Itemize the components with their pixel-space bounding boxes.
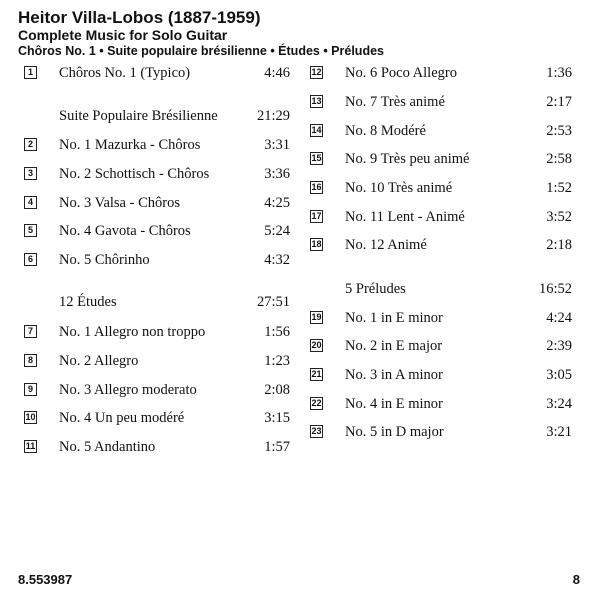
section-title: 12 Études <box>59 294 117 310</box>
track-duration: 2:18 <box>546 237 572 253</box>
track-row <box>310 393 572 415</box>
track-duration: 3:15 <box>264 410 290 426</box>
track-title: No. 3 Valsa - Chôros <box>59 195 180 211</box>
track-title: Chôros No. 1 (Typico) <box>59 65 191 81</box>
track-duration: 2:17 <box>546 94 572 110</box>
track-title: No. 10 Très animé <box>345 180 453 196</box>
track-title: No. 1 Allegro non troppo <box>59 324 206 340</box>
track-title: No. 3 in A minor <box>345 367 443 383</box>
track-number-badge: 13 <box>311 96 322 106</box>
track-duration: 4:25 <box>264 195 290 211</box>
track-duration: 2:58 <box>546 151 572 167</box>
track-number-badge: 16 <box>311 182 322 192</box>
composer-title: Heitor Villa-Lobos (1887-1959) <box>18 8 261 27</box>
track-row <box>310 307 572 329</box>
track-row <box>24 163 290 185</box>
track-duration: 4:32 <box>264 252 290 268</box>
track-duration: 3:21 <box>546 424 572 440</box>
track-row <box>310 364 572 386</box>
track-duration: 3:24 <box>546 396 572 412</box>
track-title: No. 9 Très peu animé <box>345 151 470 167</box>
track-duration: 1:52 <box>546 180 572 196</box>
section-duration: 27:51 <box>256 294 290 310</box>
track-duration: 1:23 <box>264 353 290 369</box>
track-title: No. 2 Allegro <box>59 353 139 369</box>
track-number-badge: 10 <box>25 412 36 422</box>
section-title: Suite Populaire Brésilienne <box>59 108 218 124</box>
track-number-badge: 3 <box>24 167 37 180</box>
track-title: No. 1 Mazurka - Chôros <box>59 137 201 153</box>
track-row <box>24 134 290 156</box>
section-heading <box>24 291 290 313</box>
section-heading <box>310 278 572 300</box>
track-row <box>24 321 290 343</box>
track-row <box>310 148 572 170</box>
track-duration: 4:46 <box>264 65 290 81</box>
page-number: 8 <box>572 572 580 587</box>
track-title: No. 5 Andantino <box>59 439 156 455</box>
track-duration: 3:36 <box>264 166 290 182</box>
track-number-badge: 22 <box>311 398 322 408</box>
track-row <box>24 350 290 372</box>
track-row <box>310 335 572 357</box>
track-number-badge: 6 <box>24 253 37 266</box>
track-row <box>24 192 290 214</box>
track-duration: 1:56 <box>264 324 290 340</box>
track-duration: 5:24 <box>264 223 290 239</box>
track-row <box>310 177 572 199</box>
track-row <box>310 62 572 84</box>
track-row <box>24 249 290 271</box>
track-title: No. 5 in D major <box>345 424 444 440</box>
track-number-badge: 23 <box>311 426 322 436</box>
track-row <box>310 91 572 113</box>
track-duration: 2:39 <box>546 338 572 354</box>
track-title: No. 4 Un peu modéré <box>59 410 185 426</box>
track-title: No. 4 Gavota - Chôros <box>59 223 191 239</box>
track-number-badge: 14 <box>311 125 322 135</box>
track-number-badge: 11 <box>25 441 36 451</box>
track-number-badge: 8 <box>24 354 37 367</box>
track-title: No. 12 Animé <box>345 237 427 253</box>
section-title: 5 Préludes <box>345 281 406 297</box>
track-row <box>310 120 572 142</box>
contents-line: Chôros No. 1 • Suite populaire brésilienne • Études • Préludes <box>18 44 384 58</box>
track-duration: 3:31 <box>264 137 290 153</box>
track-title: No. 2 Schottisch - Chôros <box>59 166 210 182</box>
track-number-badge: 12 <box>311 67 322 77</box>
track-duration: 2:08 <box>264 382 290 398</box>
section-duration: 21:29 <box>256 108 290 124</box>
track-duration: 3:52 <box>546 209 572 225</box>
track-row <box>24 436 290 458</box>
track-number-badge: 18 <box>311 239 322 249</box>
track-title: No. 1 in E minor <box>345 310 443 326</box>
track-title: No. 5 Chôrinho <box>59 252 150 268</box>
track-row <box>24 62 290 84</box>
track-number-badge: 7 <box>24 325 37 338</box>
track-row <box>310 234 572 256</box>
track-number-badge: 2 <box>24 138 37 151</box>
section-heading <box>24 105 290 127</box>
track-row <box>24 407 290 429</box>
track-number-badge: 9 <box>24 383 37 396</box>
track-number-badge: 20 <box>311 340 322 350</box>
track-row <box>310 206 572 228</box>
track-number-badge: 5 <box>24 224 37 237</box>
track-number-badge: 19 <box>311 312 322 322</box>
track-number-badge: 4 <box>24 196 37 209</box>
track-duration: 1:36 <box>546 65 572 81</box>
album-subtitle: Complete Music for Solo Guitar <box>18 27 228 43</box>
track-title: No. 4 in E minor <box>345 396 443 412</box>
track-number-badge: 15 <box>311 153 322 163</box>
track-title: No. 3 Allegro moderato <box>59 382 197 398</box>
track-title: No. 2 in E major <box>345 338 443 354</box>
catalog-number: 8.553987 <box>18 572 73 587</box>
track-number-badge: 1 <box>24 66 37 79</box>
section-duration: 16:52 <box>538 281 572 297</box>
track-title: No. 7 Très animé <box>345 94 445 110</box>
track-duration: 4:24 <box>546 310 572 326</box>
track-title: No. 6 Poco Allegro <box>345 65 457 81</box>
track-row <box>24 379 290 401</box>
track-duration: 2:53 <box>546 123 572 139</box>
track-duration: 1:57 <box>264 439 290 455</box>
track-duration: 3:05 <box>546 367 572 383</box>
header <box>18 8 588 59</box>
track-number-badge: 17 <box>311 211 322 221</box>
track-number-badge: 21 <box>311 369 322 379</box>
track-row <box>24 220 290 242</box>
track-title: No. 8 Modéré <box>345 123 426 139</box>
track-title: No. 11 Lent - Animé <box>345 209 465 225</box>
track-row <box>310 421 572 443</box>
